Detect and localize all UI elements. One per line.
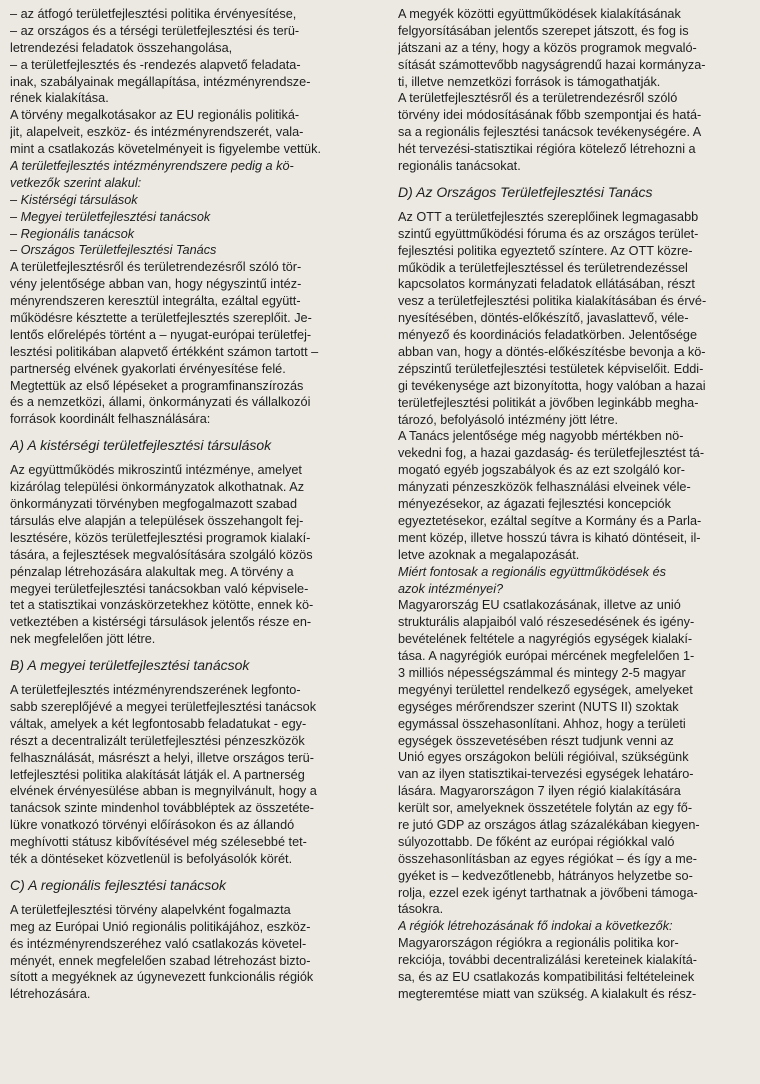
text-line: források koordinált felhasználására: xyxy=(10,412,211,427)
text-line: A területfejlesztési törvény alapelvként fogalmazta xyxy=(10,902,291,917)
text-line: bevételének feltétele a nagyrégiós egységek kialakí- xyxy=(398,632,693,647)
text-line: lükre vonatkozó törvényi előírásokon és az állandó xyxy=(10,818,295,833)
text-line: partnerség elvének gyakorlati érvényesítése felé. xyxy=(10,361,286,376)
text-line: – Országos Területfejlesztési Tanács xyxy=(10,243,217,258)
text-line: jit, alapelveit, eszköz- és intézményrendszerét, vala- xyxy=(10,125,304,140)
text-line: ték a döntéseket közvetlenül is befolyásolók körét. xyxy=(10,851,293,866)
text-line: és a nemzetközi, állami, önkormányzati és vállalkozói xyxy=(10,395,311,410)
text-line: mint a csatlakozás követelményeit is figyelembe vettük. xyxy=(10,142,321,157)
text-line: – Kistérségi társulások xyxy=(10,192,138,207)
section-spacer xyxy=(398,201,750,209)
text-line: egymással összehasonlítani. Ahhoz, hogy a területi xyxy=(398,716,686,731)
text-line: Az együttműködés mikroszintű intézménye, amelyet xyxy=(10,463,302,478)
section-heading: A) A kistérségi területfejlesztési társulások xyxy=(10,437,272,454)
text-line: vény jelentősége abban van, hogy négyszintű intéz- xyxy=(10,277,302,292)
text-line: vekedni fog, a hazai gazdaság- és területfejlesztést tá- xyxy=(398,446,705,461)
text-line: sított a megyéknek az úgynevezett funkcionális régiók xyxy=(10,970,314,985)
text-line: letfejlesztési politika alakítását látják el. A partnerség xyxy=(10,767,305,782)
text-line: A területfejlesztésről és a területrendezésről szóló xyxy=(398,91,678,106)
text-line: önkormányzati törvényben megfogalmazott szabad xyxy=(10,497,298,512)
text-line: Magyarországon régiókra a regionális politika kor- xyxy=(398,936,679,951)
text-line: letrendezési feladatok összehangolása, xyxy=(10,40,233,55)
text-line: 3 milliós népességszámmal és mintegy 2-5 magyar xyxy=(398,665,686,680)
text-line: gyéket is – kedvezőtlenebb, hátrányos helyzetbe so- xyxy=(398,868,693,883)
text-line: társulás elve alapján a települések összehangolt fej- xyxy=(10,513,304,528)
text-line: felhasználását, másrészt a helyi, illetve országos terü- xyxy=(10,750,314,765)
text-line: van az ilyen statisztikai-tervezési egységek lehatáro- xyxy=(398,767,694,782)
text-line: A területfejlesztésről és területrendezésről szóló tör- xyxy=(10,260,302,275)
text-line: lentős előrelépés történt a – nyugat-európai területfej- xyxy=(10,327,312,342)
text-line: váltak, amelyek a két legfontosabb feladatukat - egy- xyxy=(10,716,307,731)
text-line: nyesítésében, döntés-előkészítő, javaslattevő, véle- xyxy=(398,311,689,326)
text-line: ti, illetve nemzetközi források is támogathatják. xyxy=(398,74,661,89)
text-line: tása. A nagyrégiók európai mércének megfelelően 1- xyxy=(398,649,695,664)
text-line: játszani az a tény, hogy a közös programok megvaló- xyxy=(398,40,697,55)
text-line: sa, és az EU csatlakozás kompatibilitási feltételeinek xyxy=(398,969,695,984)
section-spacer xyxy=(10,868,358,876)
text-line: mogató egyéb jogszabályok és az ezt szolgáló kor- xyxy=(398,463,686,478)
text-line: tásokra. xyxy=(398,902,444,917)
text-line: Unió egyes országokon belüli régióival, szükségünk xyxy=(398,750,689,765)
text-line: abban van, hogy a döntés-előkészítésbe bevonja a kö- xyxy=(398,345,706,360)
text-line: fejlesztési politika egyeztető színtere. Az OTT közre- xyxy=(398,243,693,258)
text-line: inak, szabályainak megállapítása, intézményrendsze- xyxy=(10,74,311,89)
text-line: egységek összevetésében részt tudjunk venni az xyxy=(398,733,674,748)
section-spacer xyxy=(10,454,358,462)
text-line: Magyarország EU csatlakozásának, illetve az unió xyxy=(398,598,681,613)
text-line: meghívotti státusz kibővítésével még szélesebbé tet- xyxy=(10,835,307,850)
text-line: vesz a területfejlesztési politika kialakításában és érvé- xyxy=(398,294,707,309)
text-line: tet a statisztikai vonzáskörzetekhez kötötte, ennek kö- xyxy=(10,598,314,613)
text-line: súlyozottabb. De főként az európai régiókkal való xyxy=(398,834,675,849)
text-line: – Regionális tanácsok xyxy=(10,226,135,241)
text-line: azok intézményei? xyxy=(398,581,504,596)
text-line: re jutó GDP az országos átlag százalékában kiegyen- xyxy=(398,817,700,832)
text-line: területfejlesztési politikát a jövőben leginkább megha- xyxy=(398,395,699,410)
text-line: és intézményrendszeréhez való csatlakozás követel- xyxy=(10,936,307,951)
right-column xyxy=(398,6,750,1003)
text-line: megyényi területtel rendelkező egységek, amelyeket xyxy=(398,682,693,697)
text-line: ment közép, illetve hosszú távra is kiható döntéseit, il- xyxy=(398,530,701,545)
text-line: A Tanács jelentősége még nagyobb mértékben nö- xyxy=(398,429,684,444)
text-line: – az átfogó területfejlesztési politika érvényesítése, xyxy=(10,7,297,21)
text-line: működik a területfejlesztéssel és területrendezéssel xyxy=(398,260,688,275)
section-heading: C) A regionális fejlesztési tanácsok xyxy=(10,876,227,893)
text-line: felgyorsításában jelentős szerepet játszott, és fog is xyxy=(398,23,689,38)
text-line: vetkezők szerint alakul: xyxy=(10,175,142,190)
text-line: lására. Magyarországon 7 ilyen régió kialakítására xyxy=(398,784,681,799)
left-column xyxy=(10,6,358,1003)
text-line: Megtettük az első lépéseket a programfinanszírozás xyxy=(10,378,304,393)
text-line: egyeztetésekor, ezáltal segítve a Kormány és a Parla- xyxy=(398,513,702,528)
text-line: – Megyei területfejlesztési tanácsok xyxy=(10,209,211,224)
text-line: sa a regionális fejlesztési tanácsok tevékenységére. A xyxy=(398,125,702,140)
text-line: letve azoknak a megalapozását. xyxy=(398,547,580,562)
text-line: ményét, ennek megfelelően szabad létrehozást bizto- xyxy=(10,953,311,968)
text-line: meg az Európai Unió regionális politikájához, eszköz- xyxy=(10,919,311,934)
text-line: nek megfelelően jött létre. xyxy=(10,632,156,647)
section-spacer xyxy=(10,428,358,436)
section-spacer xyxy=(10,894,358,902)
text-line: elvének érvényesülése abban is megnyilvánult, hogy a xyxy=(10,784,317,799)
text-line: ményező és koordinációs feladatkörben. Jelentősége xyxy=(398,328,698,343)
text-line: került sor, amelyeknek összetétele folytán az egy fő- xyxy=(398,801,693,816)
text-line: A területfejlesztés intézményrendszere pedig a kö- xyxy=(10,159,294,174)
text-line: részt a decentralizált területfejlesztési pénzeszközök xyxy=(10,733,305,748)
text-line: működésre késztette a területfejlesztés szereplőit. Je- xyxy=(10,311,312,326)
text-line: ményezésekor, az ágazati fejlesztési koncepciók xyxy=(398,497,671,512)
text-line: – az országos és a térségi területfejlesztési és terü- xyxy=(10,23,300,38)
text-line: tanácsok szinte mindenhol továbbléptek az összetéte- xyxy=(10,801,314,816)
text-line: A területfejlesztés intézményrendszerének legfonto- xyxy=(10,683,301,698)
text-line: A régiók létrehozásának fő indokai a következők: xyxy=(398,919,673,934)
text-line: A törvény megalkotásakor az EU regionális politiká- xyxy=(10,108,300,123)
text-line: Miért fontosak a regionális együttműködések és xyxy=(398,564,666,579)
section-heading: B) A megyei területfejlesztési tanácsok xyxy=(10,657,250,674)
text-line: zépszintű területfejlesztési testületek képviselőit. Eddi- xyxy=(398,361,704,376)
text-line: rolja, ezzel ezek igényt tarthatnak a jövőbeni támoga- xyxy=(398,885,698,900)
text-line: lesztési politikában alapvető értékként számon tartott – xyxy=(10,344,319,359)
text-line: gi tevékenysége azt bizonyította, hogy valóban a hazai xyxy=(398,378,706,393)
text-line: sabb szereplőjévé a megyei területfejlesztési tanácsok xyxy=(10,699,317,714)
section-spacer xyxy=(10,674,358,682)
text-line: törvény idei módosításának főbb szempontjai és hatá- xyxy=(398,108,702,123)
section-spacer xyxy=(10,648,358,656)
text-line: egységes mérőrendszer szerint (NUTS II) szoktak xyxy=(398,699,679,714)
section-heading: D) Az Országos Területfejlesztési Tanács xyxy=(398,183,653,200)
text-line: Az OTT a területfejlesztés szereplőinek legmagasabb xyxy=(398,209,699,224)
text-line: sítását számottevőbb nagyságrendű hazai kormányza- xyxy=(398,57,706,72)
text-line: megteremtése miatt van szükség. A kialakult és rész- xyxy=(398,986,697,1001)
text-line: kapcsolatos kormányzati feladatok ellátásában, részt xyxy=(398,277,695,292)
text-line: pénzalap létrehozására alakultak meg. A törvény a xyxy=(10,564,294,579)
section-spacer xyxy=(398,175,750,183)
text-line: összehasonlításban az egyes régiókat – és így a me- xyxy=(398,851,698,866)
text-line: hét tervezési-statisztikai régióra kötelező létrehozni a xyxy=(398,142,696,157)
text-line: megyei területfejlesztési tanácsokban való képvisele- xyxy=(10,581,309,596)
text-line: regionális tanácsokat. xyxy=(398,159,521,174)
text-line: szintű együttműködési fóruma és az országos terület- xyxy=(398,226,699,241)
text-line: létrehozására. xyxy=(10,987,91,1002)
text-line: – a területfejlesztés és -rendezés alapvető feladata- xyxy=(10,57,301,72)
text-line: tására, a fejlesztések megvalósítására szolgáló közös xyxy=(10,547,313,562)
text-line: tározó, befolyásoló intézmény jött létre. xyxy=(398,412,619,427)
text-line: vetkeztében a kistérségi társulások jelentős része en- xyxy=(10,615,312,630)
text-line: rének kialakítása. xyxy=(10,91,109,106)
text-line: strukturális alapjaiból való részesedésének és igény- xyxy=(398,615,695,630)
text-line: ményrendszeren keresztül integrálta, ezáltal együtt- xyxy=(10,294,301,309)
text-line: kizárólag települési önkormányzatok alkothatnak. Az xyxy=(10,480,305,495)
text-line: rekciója, további decentralizálási kereteinek kialakítá- xyxy=(398,953,698,968)
text-line: lesztésére, közös területfejlesztési programok kialakí- xyxy=(10,530,311,545)
text-line: A megyék közötti együttműködések kialakításának xyxy=(398,7,681,21)
text-line: mányzati pénzeszközök felhasználási elveinek véle- xyxy=(398,480,691,495)
